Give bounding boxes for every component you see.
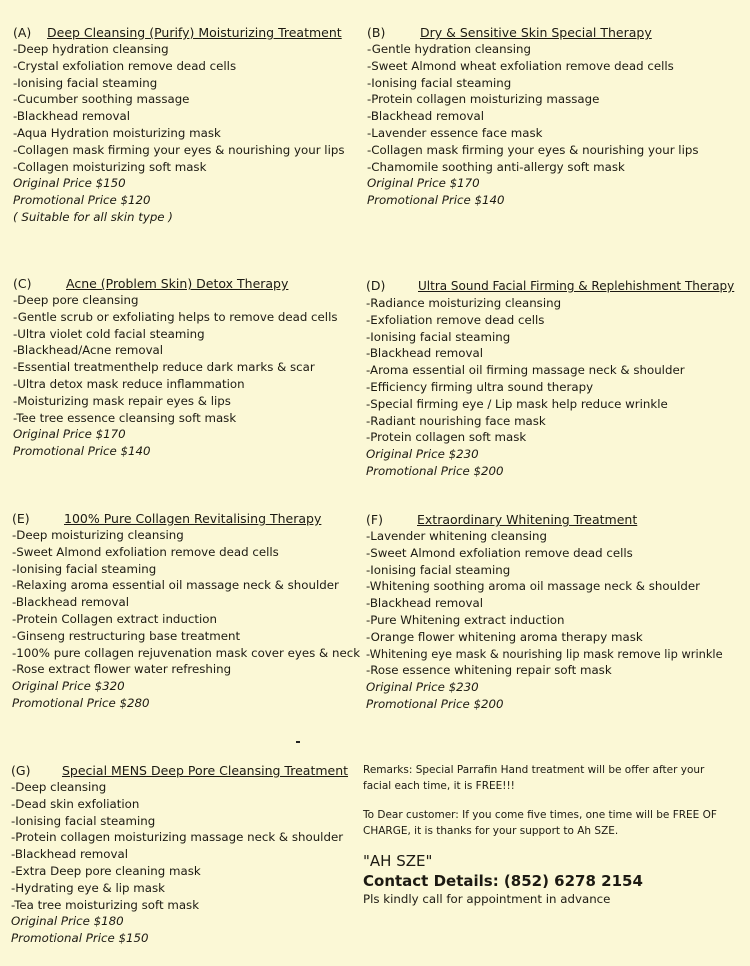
list-item: - Tea tree moisturizing soft mask xyxy=(11,897,348,914)
list-item: - Blackhead removal xyxy=(366,345,734,362)
list-item: - Moisturizing mask repair eyes & lips xyxy=(13,393,338,410)
list-item: - Essential treatmenthelp reduce dark marks & scar xyxy=(13,359,338,376)
treatment-c-header xyxy=(13,275,338,292)
treatment-g-title: Special MENS Deep Pore Cleansing Treatment xyxy=(62,763,349,778)
list-item: - Ionising facial steaming xyxy=(366,329,734,346)
contact-details: Contact Details: (852) 6278 2154 xyxy=(363,872,643,890)
list-item: - Rose extract flower water refreshing xyxy=(12,661,360,678)
treatment-b-header xyxy=(367,24,698,41)
treatment-e xyxy=(12,510,360,712)
treatment-f-title: Extraordinary Whitening Treatment xyxy=(417,512,638,527)
list-item: - Rose essence whitening repair soft mask xyxy=(366,662,723,679)
treatment-b-steps xyxy=(367,41,698,175)
list-item: - Tee tree essence cleansing soft mask xyxy=(13,410,338,427)
list-item: - Ultra detox mask reduce inflammation xyxy=(13,376,338,393)
list-item: - Whitening soothing aroma oil massage neck & shoulder xyxy=(366,578,723,595)
list-item: - Protein collagen moisturizing massage neck & shoulder xyxy=(11,829,348,846)
list-item: - Ginseng restructuring base treatment xyxy=(12,628,360,645)
original-price: Original Price $320 xyxy=(12,679,125,694)
list-item: - Blackhead removal xyxy=(366,595,723,612)
promotional-price: Promotional Price $150 xyxy=(11,931,149,946)
treatment-e-header xyxy=(12,510,360,527)
list-item: - Lavender whitening cleansing xyxy=(366,528,723,545)
list-item: - Radiance moisturizing cleansing xyxy=(366,295,734,312)
list-item: - Dead skin exfoliation xyxy=(11,796,348,813)
print-speck xyxy=(296,741,300,743)
list-item: - Lavender essence face mask xyxy=(367,125,698,142)
list-item: - Ionising facial steaming xyxy=(11,813,348,830)
treatment-d-letter: (D) xyxy=(366,278,386,293)
treatment-g xyxy=(11,762,348,947)
list-item: - Deep moisturizing cleansing xyxy=(12,527,360,544)
treatment-b-title: Dry & Sensitive Skin Special Therapy xyxy=(420,25,652,40)
list-item: - Blackhead removal xyxy=(12,594,360,611)
promotional-price: Promotional Price $120 xyxy=(13,193,151,208)
list-item: - Aroma essential oil firming massage neck & shoulder xyxy=(366,362,734,379)
treatment-g-steps xyxy=(11,779,348,913)
brand-name: "AH SZE" xyxy=(363,852,433,870)
list-item: - Collagen mask firming your eyes & nourishing your lips xyxy=(367,142,698,159)
list-item: - Chamomile soothing anti-allergy soft mask xyxy=(367,159,698,176)
treatment-d-title: Ultra Sound Facial Firming & Replehishment Therapy xyxy=(418,279,735,293)
treatment-f-steps xyxy=(366,528,723,679)
list-item: - Sweet Almond exfoliation remove dead cells xyxy=(366,545,723,562)
list-item: - Collagen moisturizing soft mask xyxy=(13,159,344,176)
list-item: - Sweet Almond wheat exfoliation remove dead cells xyxy=(367,58,698,75)
list-item: - Gentle scrub or exfoliating helps to remove dead cells xyxy=(13,309,338,326)
list-item: - Protein collagen moisturizing massage xyxy=(367,91,698,108)
list-item: - Exfoliation remove dead cells xyxy=(366,312,734,329)
list-item: - 100% pure collagen rejuvenation mask cover eyes & neck xyxy=(12,645,360,662)
list-item: - Efficiency firming ultra sound therapy xyxy=(366,379,734,396)
list-item: - Special firming eye / Lip mask help reduce wrinkle xyxy=(366,396,734,413)
list-item: - Ultra violet cold facial steaming xyxy=(13,326,338,343)
original-price: Original Price $170 xyxy=(367,176,480,191)
treatment-a xyxy=(13,24,344,226)
list-item: - Deep pore cleansing xyxy=(13,292,338,309)
treatment-e-letter: (E) xyxy=(12,511,30,526)
treatment-g-letter: (G) xyxy=(11,763,31,778)
list-item: - Whitening eye mask & nourishing lip mask remove lip wrinkle xyxy=(366,646,723,663)
treatment-g-header xyxy=(11,762,348,779)
list-item: - Blackhead/Acne removal xyxy=(13,342,338,359)
treatment-f-header xyxy=(366,511,723,528)
treatment-a-title: Deep Cleansing (Purify) Moisturizing Treatment xyxy=(47,25,342,40)
list-item: - Protein Collagen extract induction xyxy=(12,611,360,628)
list-item: - Ionising facial steaming xyxy=(13,75,344,92)
treatment-a-steps xyxy=(13,41,344,175)
list-item: - Protein collagen soft mask xyxy=(366,429,734,446)
list-item: - Extra Deep pore cleaning mask xyxy=(11,863,348,880)
list-item: - Radiant nourishing face mask xyxy=(366,413,734,430)
list-item: - Blackhead removal xyxy=(11,846,348,863)
list-item: - Crystal exfoliation remove dead cells xyxy=(13,58,344,75)
original-price: Original Price $170 xyxy=(13,427,126,442)
list-item: - Ionising facial steaming xyxy=(12,561,360,578)
treatment-c-letter: (C) xyxy=(13,276,32,291)
list-item: - Deep hydration cleansing xyxy=(13,41,344,58)
treatment-c-steps xyxy=(13,292,338,426)
treatment-d xyxy=(366,277,734,480)
remark-text: Remarks: Special Parrafin Hand treatment will be offer after your facial each time, it is FREE!!! xyxy=(363,764,705,792)
list-item: - Aqua Hydration moisturizing mask xyxy=(13,125,344,142)
list-item: - Collagen mask firming your eyes & nourishing your lips xyxy=(13,142,344,159)
promotional-price: Promotional Price $140 xyxy=(13,444,151,459)
original-price: Original Price $150 xyxy=(13,176,126,191)
treatment-f xyxy=(366,511,723,713)
appointment-note: Pls kindly call for appointment in advance xyxy=(363,892,611,906)
treatment-e-steps xyxy=(12,527,360,678)
list-item: - Pure Whitening extract induction xyxy=(366,612,723,629)
list-item: - Blackhead removal xyxy=(13,108,344,125)
treatment-c-title: Acne (Problem Skin) Detox Therapy xyxy=(66,276,289,291)
original-price: Original Price $230 xyxy=(366,680,479,695)
list-item: - Orange flower whitening aroma therapy mask xyxy=(366,629,723,646)
dear-customer-text: To Dear customer: If you come five times, one time will be FREE OF CHARGE, it is thanks for your support to Ah SZE. xyxy=(363,809,717,837)
list-item: - Sweet Almond exfoliation remove dead cells xyxy=(12,544,360,561)
treatment-c xyxy=(13,275,338,460)
list-item: - Deep cleansing xyxy=(11,779,348,796)
promotional-price: Promotional Price $200 xyxy=(366,463,504,478)
list-item: - Gentle hydration cleansing xyxy=(367,41,698,58)
remarks-section xyxy=(363,763,733,908)
treatment-f-letter: (F) xyxy=(366,512,383,527)
list-item: - Ionising facial steaming xyxy=(366,562,723,579)
treatment-d-header xyxy=(366,277,734,295)
original-price: Original Price $230 xyxy=(366,447,479,462)
list-item: - Hydrating eye & lip mask xyxy=(11,880,348,897)
treatment-e-title: 100% Pure Collagen Revitalising Therapy xyxy=(64,511,322,526)
promotional-price: Promotional Price $200 xyxy=(366,696,504,711)
skin-type-note: ( Suitable for all skin type ) xyxy=(13,209,173,224)
list-item: - Cucumber soothing massage xyxy=(13,91,344,108)
list-item: - Ionising facial steaming xyxy=(367,75,698,92)
list-item: - Blackhead removal xyxy=(367,108,698,125)
promotional-price: Promotional Price $280 xyxy=(12,695,150,710)
treatment-a-letter: (A) xyxy=(13,25,32,40)
list-item: - Relaxing aroma essential oil massage neck & shoulder xyxy=(12,577,360,594)
original-price: Original Price $180 xyxy=(11,914,124,929)
treatment-a-header xyxy=(13,24,344,41)
treatment-d-steps xyxy=(366,295,734,446)
treatment-b xyxy=(367,24,698,209)
promotional-price: Promotional Price $140 xyxy=(367,193,505,208)
treatment-b-letter: (B) xyxy=(367,25,386,40)
